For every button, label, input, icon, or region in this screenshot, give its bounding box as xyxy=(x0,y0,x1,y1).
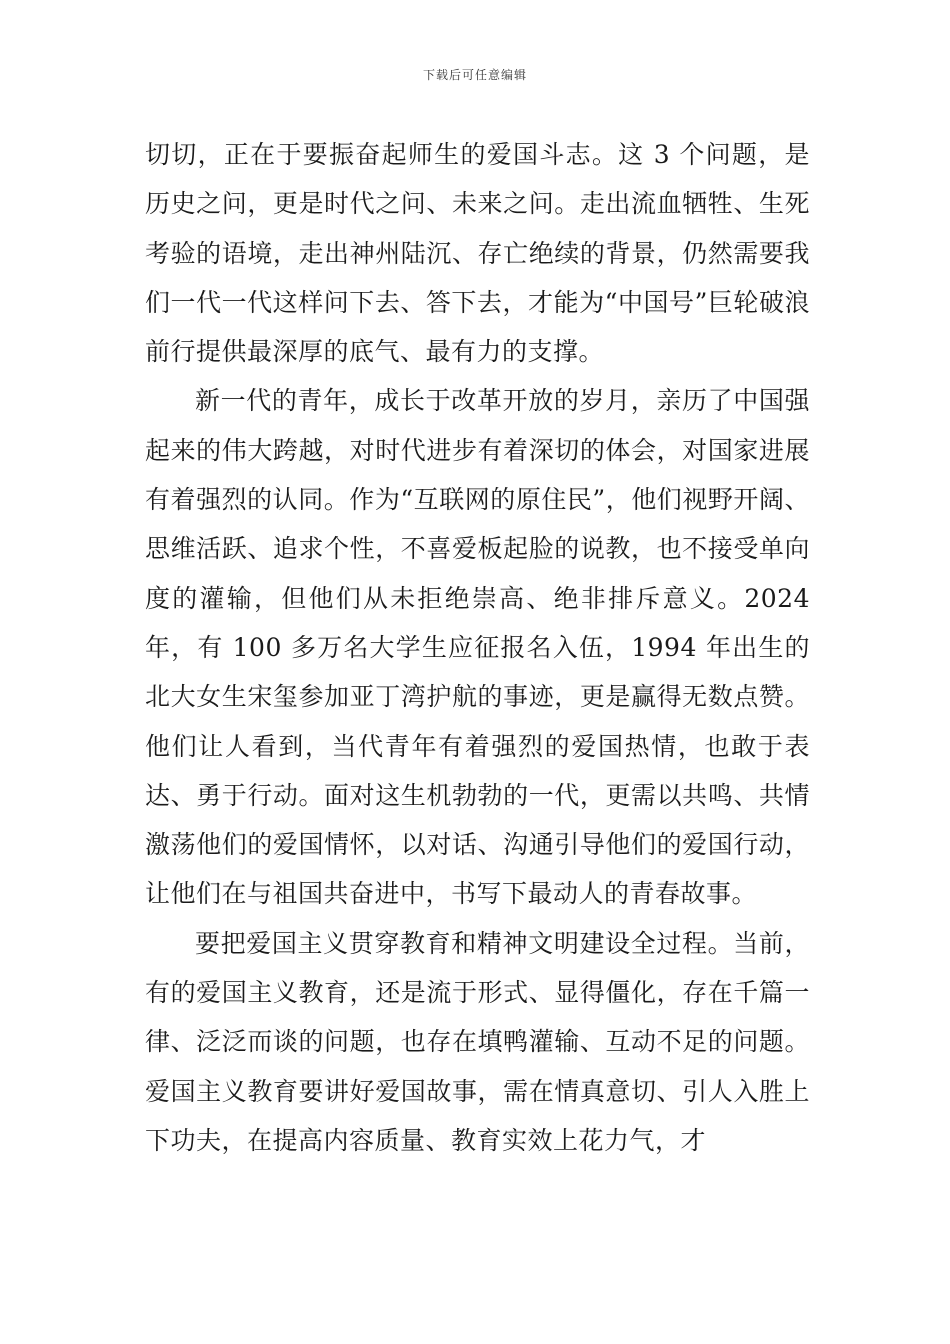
document-body xyxy=(145,130,810,1165)
paragraph-continuation: 切切，正在于要振奋起师生的爱国斗志。这 3 个问题，是历史之问，更是时代之问、未来之问。走出流血牺牲、生死考验的语境，走出神州陆沉、存亡绝续的背景，仍然需要我们一代一代这样问下去、答下去，才能为“中国号”巨轮破浪前行提供最深厚的底气、最有力的支撑。 xyxy=(145,140,810,367)
paragraph-youth: 新一代的青年，成长于改革开放的岁月，亲历了中国强起来的伟大跨越，对时代进步有着深切的体会，对国家进展有着强烈的认同。作为“互联网的原住民”，他们视野开阔、思维活跃、追求个性，不喜爱板起脸的说教，也不接受单向度的灌输，但他们从未拒绝崇高、绝非排斥意义。2024 年，有 100 多万名大学生应征报名入伍，1994 年出生的北大女生宋玺参加亚丁湾护航的事迹，更是赢得无数点赞。他们让人看到，当代青年有着强烈的爱国热情，也敢于表达、勇于行动。面对这生机勃勃的一代，更需以共鸣、共情激荡他们的爱国情怀，以对话、沟通引导他们的爱国行动，让他们在与祖国共奋进中，书写下最动人的青春故事。 xyxy=(145,386,810,909)
paragraph-education: 要把爱国主义贯穿教育和精神文明建设全过程。当前，有的爱国主义教育，还是流于形式、显得僵化，存在千篇一律、泛泛而谈的问题，也存在填鸭灌输、互动不足的问题。爱国主义教育要讲好爱国故事，需在情真意切、引人入胜上下功夫，在提高内容质量、教育实效上花力气，才 xyxy=(145,928,810,1155)
page-header-note: 下载后可任意编辑 xyxy=(422,68,527,82)
